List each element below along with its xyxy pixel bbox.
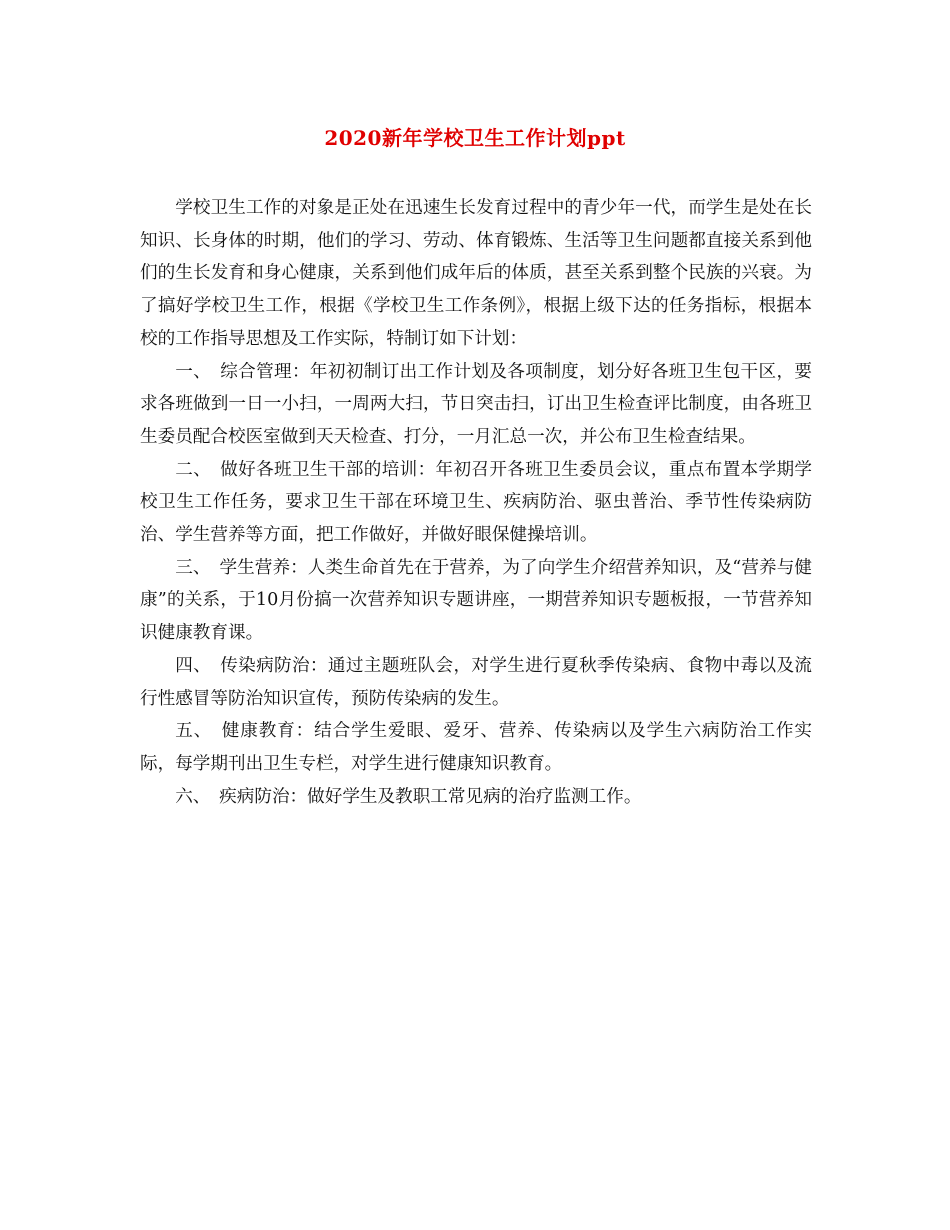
intro-paragraph: 学校卫生工作的对象是正处在迅速生长发育过程中的青少年一代，而学生是处在长知识、长身体的时期，他们的学习、劳动、体育锻炼、生活等卫生问题都直接关系到他们的生长发育和身心健康，关系到他们成年后的体质，甚至关系到整个民族的兴衰。为了搞好学校卫生工作，根据《学校卫生工作条例》，根据上级下达的任务指标，根据本校的工作指导思想及工作实际，特制订如下计划： [140,198,812,349]
section-6-paragraph: 六、 疾病防治：做好学生及教职工常见病的治疗监测工作。 [175,786,642,807]
document-title: 2020新年学校卫生工作计划ppt [324,126,626,150]
section-4-paragraph: 四、 传染病防治：通过主题班队会，对学生进行夏秋季传染病、食物中毒以及流行性感冒等防治知识宣传，预防传染病的发生。 [140,655,812,709]
section-1-paragraph: 一、 综合管理：年初初制订出工作计划及各项制度，划分好各班卫生包干区，要求各班做到一日一小扫，一周两大扫，节日突击扫，订出卫生检查评比制度，由各班卫生委员配合校医室做到天天检查、打分，一月汇总一次，并公布卫生检查结果。 [140,361,812,447]
section-2-paragraph: 二、 做好各班卫生干部的培训：年初召开各班卫生委员会议，重点布置本学期学校卫生工作任务，要求卫生干部在环境卫生、疾病防治、驱虫普治、季节性传染病防治、学生营养等方面，把工作做好，并做好眼保健操培训。 [140,459,812,546]
section-5-paragraph: 五、 健康教育：结合学生爱眼、爱牙、营养、传染病以及学生六病防治工作实际，每学期刊出卫生专栏，对学生进行健康知识教育。 [140,721,812,774]
document-body [140,192,812,813]
section-3-paragraph: 三、 学生营养：人类生命首先在于营养，为了向学生介绍营养知识，及“营养与健康”的关系，于10月份搞一次营养知识专题讲座，一期营养知识专题板报，一节营养知识健康教育课。 [140,557,812,644]
